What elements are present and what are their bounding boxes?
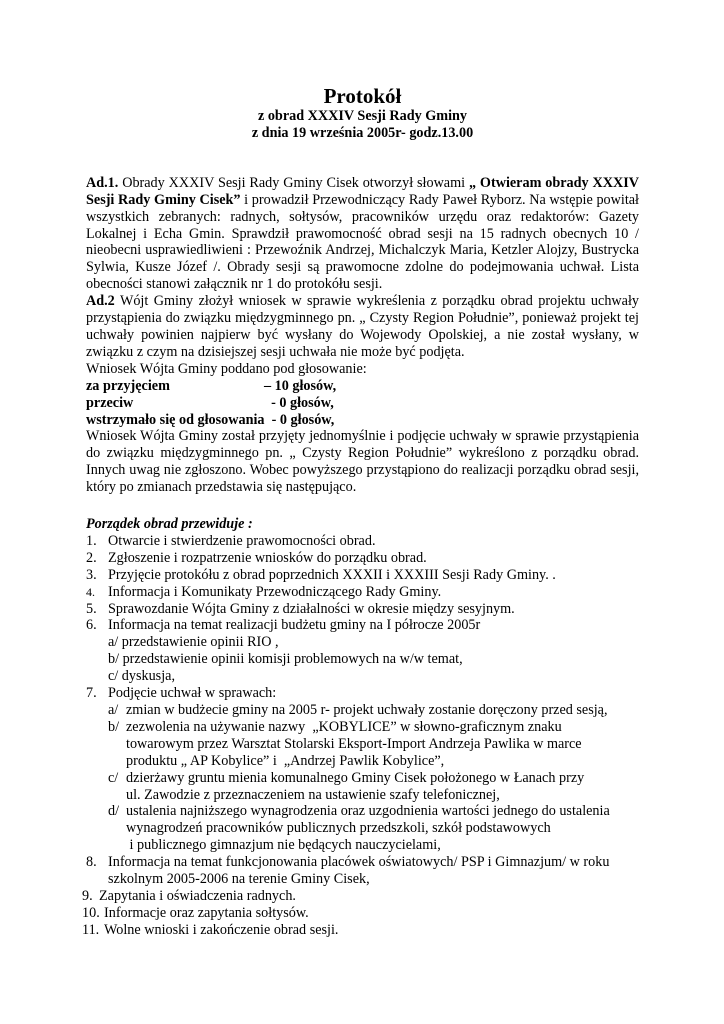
list-text: Wolne wnioski i zakończenie obrad sesji.: [104, 921, 339, 938]
list-text: szkolnym 2005-2006 na terenie Gminy Cisek,: [108, 871, 370, 888]
sub-letter: d/: [108, 803, 120, 820]
sub-text: zezwolenia na używanie nazwy „KOBYLICE” w słowno-graficznym znaku: [126, 718, 562, 735]
agenda-list-tail: [82, 888, 639, 939]
sub-text: ul. Zawodzie z przeznaczeniem na ustawienie szafy telefonicznej,: [126, 786, 500, 803]
list-item: [86, 617, 639, 685]
list-item: [86, 584, 639, 601]
vote-value: - 0 głosów,: [264, 411, 335, 428]
list-number: 9.: [82, 887, 93, 904]
list-text: Podjęcie uchwał w sprawach:: [108, 685, 277, 702]
agenda-list: [86, 533, 639, 888]
ad1-quote: „ Otwieram obrady XXXIV Sesji Rady Gminy Cisek”: [86, 174, 639, 208]
list-number: 7.: [86, 685, 97, 702]
sub-item: [108, 803, 639, 854]
list-text: Informacje oraz zapytania sołtysów.: [104, 904, 309, 921]
list-item: [86, 685, 639, 854]
vote-label: przeciw: [86, 394, 134, 411]
sub-item: [108, 702, 639, 719]
list-item: [86, 567, 639, 584]
sub-letter: a/: [108, 702, 119, 718]
list-text: Informacja i Komunikaty Przewodniczącego Rady Gminy.: [108, 583, 442, 600]
list-item: [86, 601, 639, 618]
sub-letter: b/: [108, 718, 120, 735]
list-number: 10.: [82, 904, 100, 921]
list-number: 2.: [86, 549, 97, 566]
sub-item: c/ dyskusja,: [108, 668, 175, 685]
agenda-heading: Porządek obrad przewiduje :: [86, 516, 253, 533]
document-page: [82, 84, 640, 939]
list-number: 8.: [86, 854, 97, 871]
ad1-label: Ad.1.: [86, 174, 119, 191]
sub-text: zmian w budżecie gminy na 2005 r- projekt uchwały zostanie doręczony przed sesją,: [126, 702, 608, 718]
document-date: z dnia 19 września 2005r- godz.13.00: [251, 124, 474, 141]
sub-text: i publicznego gimnazjum nie będących nauczycielami,: [126, 837, 441, 854]
list-item: [82, 922, 639, 939]
sub-letter: c/: [108, 769, 119, 786]
list-number: 11.: [82, 921, 100, 938]
list-item: [82, 888, 639, 905]
list-text: Informacja na temat funkcjonowania placówek oświatowych/ PSP i Gimnazjum/ w roku: [108, 854, 610, 871]
ad1-text-b: i prowadził Przewodniczący Rady Paweł Ryborz. Na wstępie powitał wszystkich zebranych: radnych, sołtysów, pracowników urzędu oraz redaktorów: Gazety Lokalnej i Echa Gmin. Sprawdził prawomocność obrad sesji na 15 radnych obecnych 10 / nieobecni usprawiedliwieni : Przewoźnik Andrzej, Michalczyk Maria, Ketzler Alojzy, Bustrycka Sylwia, Kusze Józef /. Obrady sesji są prawomocne zdolne do podejmowania uchwał. Lista obecności stanowi załącznik nr 1 do protokółu sesji.: [86, 191, 640, 293]
list-number: 5.: [86, 600, 97, 617]
sub-item: [108, 719, 639, 770]
ad1-text-a: Obrady XXXIV Sesji Rady Gminy Cisek otworzył słowami: [118, 174, 469, 191]
list-number: 4.: [86, 584, 95, 599]
sub-text: ustalenia najniższego wynagrodzenia oraz uzgodnienia wartości jednego do ustalenia: [126, 803, 610, 820]
sub-text: wynagrodzeń pracowników publicznych przedszkoli, szkół podstawowych: [126, 820, 551, 837]
list-item: [82, 905, 639, 922]
list-text: Otwarcie i stwierdzenie prawomocności obrad.: [108, 532, 376, 549]
vote-label: za przyjęciem: [86, 377, 170, 394]
list-text: Sprawozdanie Wójta Gminy z działalności w okresie między sesyjnym.: [108, 600, 515, 617]
list-text: Zapytania i oświadczenia radnych.: [99, 887, 296, 904]
list-number: 3.: [86, 566, 97, 583]
vote-result-paragraph: Wniosek Wójta Gminy został przyjęty jednomyślnie i podjęcie uchwały w sprawie przystąpienia do związku międzygminnego pn. „ Czysty Region Południe” wykreślono z porządku obrad. Innych uwag nie zgłoszono. Wobec powyższego przystąpiono do realizacji porządku obrad sesji, który po zmianach przedstawia się następująco.: [86, 428, 639, 496]
list-item: [86, 533, 639, 550]
vote-row-for: [86, 378, 639, 395]
ad1-paragraph: [86, 175, 639, 293]
list-text: Informacja na temat realizacji budżetu gminy na I półrocze 2005r: [108, 617, 481, 634]
list-text: Przyjęcie protokółu z obrad poprzednich XXXII i XXXIII Sesji Rady Gminy. .: [108, 566, 556, 583]
sub-item: a/ przedstawienie opinii RIO ,: [108, 634, 279, 651]
list-item: [86, 854, 639, 888]
vote-intro: Wniosek Wójta Gminy poddano pod głosowanie:: [86, 360, 367, 377]
list-text: Zgłoszenie i rozpatrzenie wniosków do porządku obrad.: [108, 549, 427, 566]
document-subtitle: z obrad XXXIV Sesji Rady Gminy: [257, 108, 468, 124]
vote-label: wstrzymało się od głosowania: [86, 411, 265, 428]
vote-row-abstain: [86, 412, 639, 429]
list-number: 6.: [86, 617, 97, 634]
vote-value: – 10 głosów,: [264, 377, 337, 394]
vote-value: - 0 głosów,: [264, 394, 334, 411]
ad2-text: Wójt Gminy złożył wniosek w sprawie wykreślenia z porządku obrad projektu uchwały przystąpienia do związku międzygminnego pn. „ Czysty Region Południe”, ponieważ projekt tej uchwały powinien najpierw być wysłany do Wojewody Opolskiej, a nie został wysłany, w związku z czym na dzisiejszej sesji uchwała nie może być podjęta.: [86, 293, 639, 360]
ad2-label: Ad.2: [86, 293, 115, 310]
sub-item: [108, 770, 639, 804]
ad2-paragraph: [86, 293, 639, 361]
list-item: [86, 550, 639, 567]
sub-text: dzierżawy gruntu mienia komunalnego Gminy Cisek położonego w Łanach przy: [126, 769, 585, 786]
sub-item: b/ przedstawienie opinii komisji problemowych na w/w temat,: [108, 651, 463, 668]
document-title: Protokół: [323, 84, 402, 108]
vote-row-against: [86, 395, 639, 412]
list-number: 1.: [86, 532, 97, 549]
sub-text: towarowym przez Warsztat Stolarski Eksport-Import Andrzeja Pawlika w marce: [126, 735, 582, 752]
sub-text: produktu „ AP Kobylice” i „Andrzej Pawlik Kobylice”,: [126, 752, 445, 769]
